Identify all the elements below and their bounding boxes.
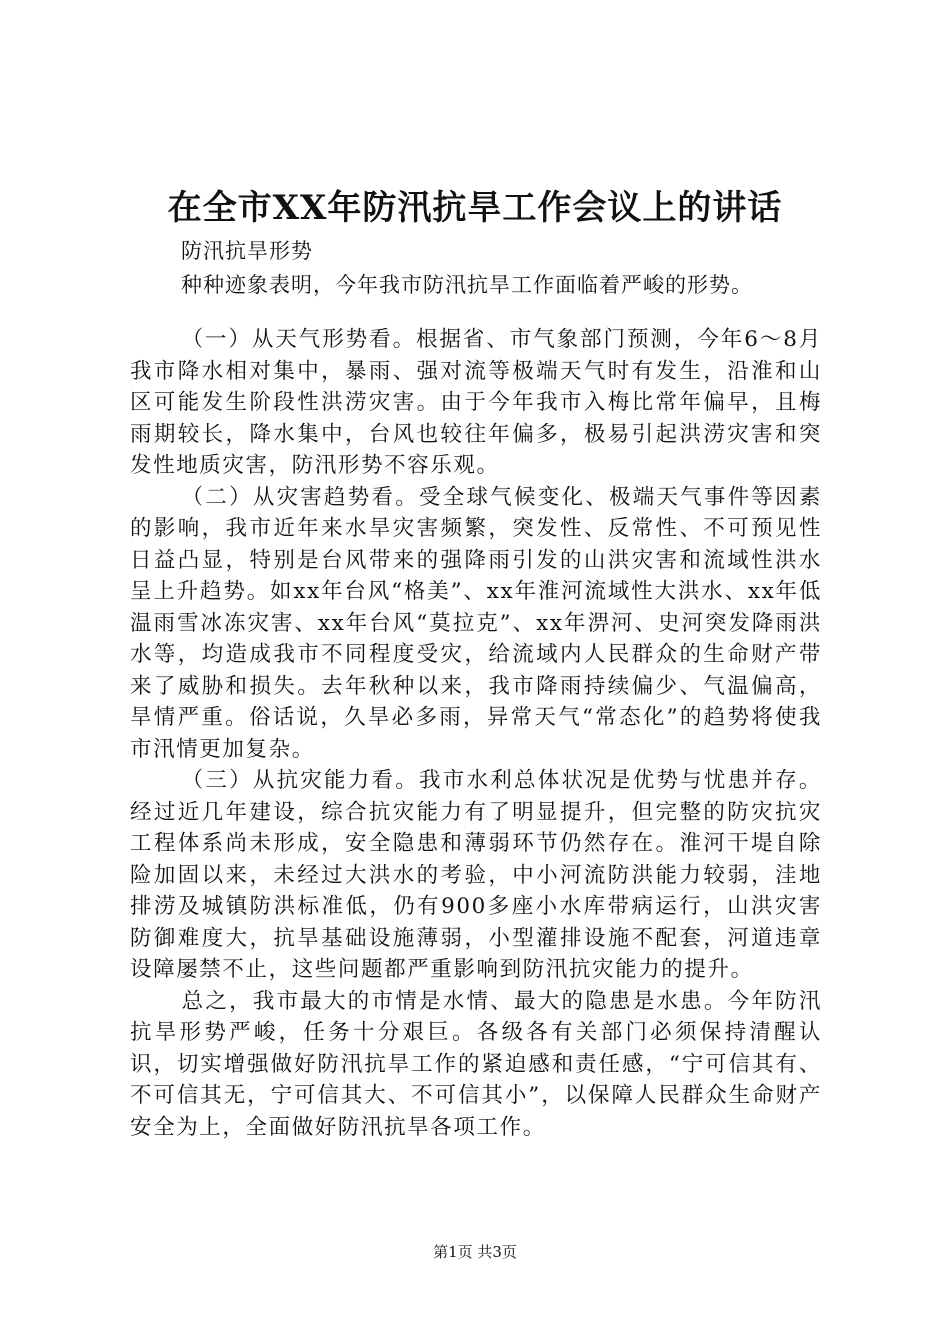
page-number-footer: 第1页 共3页 [433, 1243, 517, 1261]
document-body [130, 324, 822, 1143]
paragraph-summary: 总之，我市最大的市情是水情、最大的隐患是水患。今年防汛抗旱形势严峻，任务十分艰巨。各级各有关部门必须保持清醒认识，切实增强做好防汛抗旱工作的紧迫感和责任感，“宁可信其有、不可信其无，宁可信其大、不可信其小”，以保障人民群众生命财产安全为上，全面做好防汛抗旱各项工作。 [130, 988, 822, 1140]
paragraph-capacity: （三）从抗灾能力看。我市水利总体状况是优势与忧患并存。经过近几年建设，综合抗灾能力有了明显提升，但完整的防灾抗灾工程体系尚未形成，安全隐患和薄弱环节仍然存在。淮河干堤自除险加固以来，未经过大洪水的考验，中小河流防洪能力较弱，洼地排涝及城镇防洪标准低，仍有900多座小水库带病运行，山洪灾害防御难度大，抗旱基础设施薄弱，小型灌排设施不配套，河道违章设障屡禁不止，这些问题都严重影响到防汛抗灾能力的提升。 [130, 768, 822, 982]
paragraph-weather: （一）从天气形势看。根据省、市气象部门预测，今年6～8月我市降水相对集中，暴雨、强对流等极端天气时有发生，沿淮和山区可能发生阶段性洪涝灾害。由于今年我市入梅比常年偏早，且梅雨期较长，降水集中，台风也较往年偏多，极易引起洪涝灾害和突发性地质灾害，防汛形势不容乐观。 [130, 327, 822, 478]
intro-paragraph: 种种迹象表明，今年我市防汛抗旱工作面临着严峻的形势。 [181, 273, 753, 297]
section-heading: 防汛抗旱形势 [181, 239, 313, 263]
document-title: 在全市XX年防汛抗旱工作会议上的讲话 [167, 188, 783, 228]
paragraph-disaster-trend: （二）从灾害趋势看。受全球气候变化、极端天气事件等因素的影响，我市近年来水旱灾害频繁，突发性、反常性、不可预见性日益凸显，特别是台风带来的强降雨引发的山洪灾害和流域性洪水呈上升趋势。如xx年台风“格美”、xx年淮河流域性大洪水、xx年低温雨雪冰冻灾害、xx年台风“莫拉克”、xx年淠河、史河突发降雨洪水等，均造成我市不同程度受灾，给流域内人民群众的生命财产带来了威胁和损失。去年秋种以来，我市降雨持续偏少、气温偏高，旱情严重。俗话说，久旱必多雨，异常天气“常态化”的趋势将使我市汛情更加复杂。 [130, 484, 822, 762]
